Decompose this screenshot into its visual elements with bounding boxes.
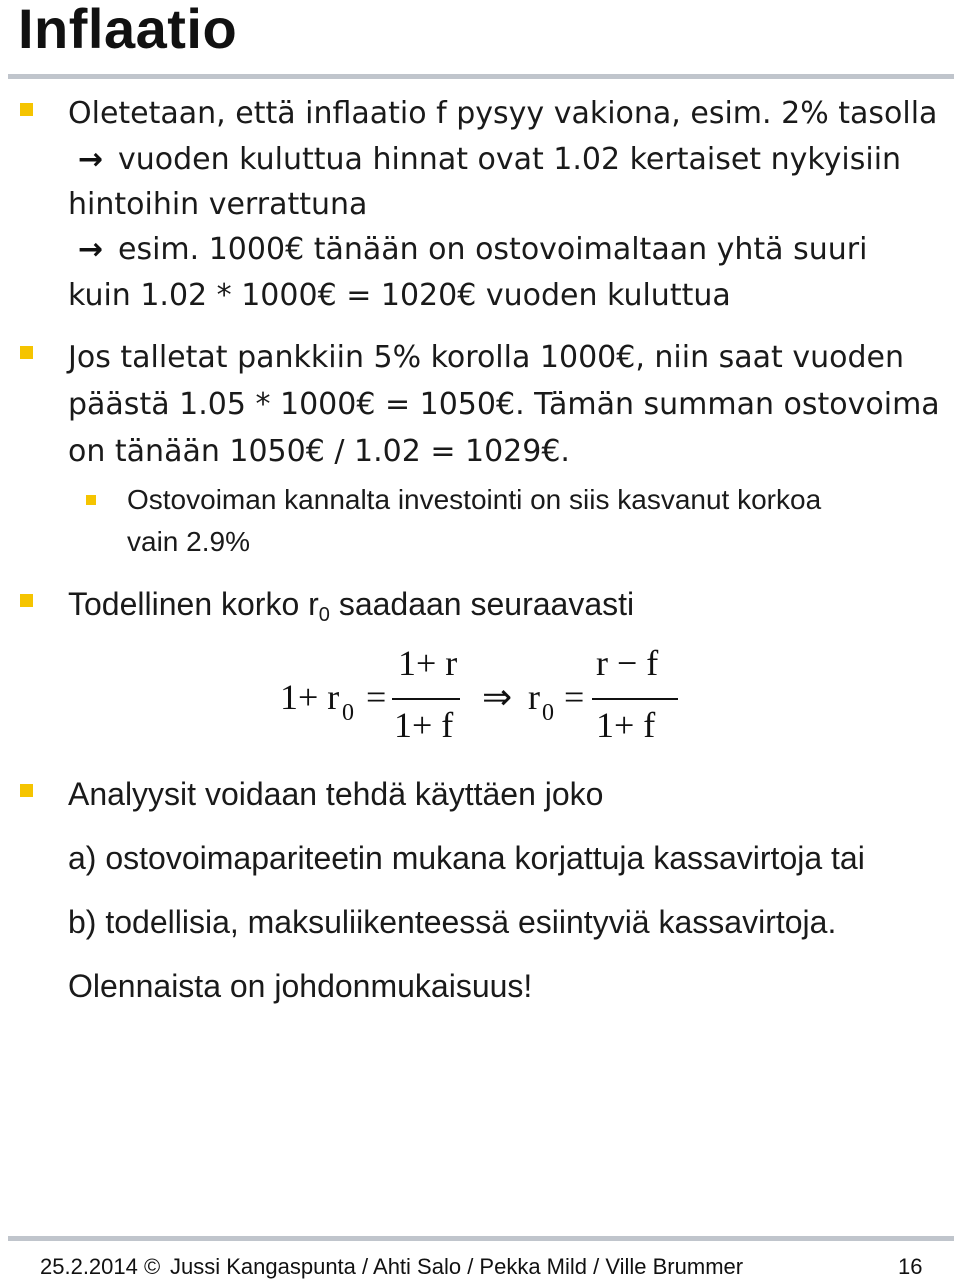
bullet-4-line-4: Olennaista on johdonmukaisuus! [68,968,533,1004]
page-number: 16 [898,1254,923,1279]
bullet-marker [20,103,33,116]
formula-equals-1: = [366,677,387,717]
formula-r: r [528,677,540,717]
bullet-marker [20,594,33,607]
arrow-icon: → [78,142,104,177]
bullet-1-line-3: hintoihin verrattuna [68,187,368,222]
formula-lhs: 1+ r [280,677,340,717]
fraction-bar-2 [592,698,678,700]
bullet-3-text: Todellinen korko r [68,586,319,622]
bullet-1-line-4-text: esim. 1000€ tänään on ostovoimaltaan yhtä suuri [118,232,868,267]
bullet-2-line-3: on tänään 1050€ / 1.02 = 1029€. [68,434,570,469]
bullet-1-line-1: Oletetaan, että inflaatio f pysyy vakiona, esim. 2% tasolla [68,96,938,131]
formula-equals-2: = [564,677,585,717]
bullet-3-text-end: saadaan seuraavasti [329,586,635,622]
formula-numerator-1: 1+ r [398,643,458,683]
fraction-bar-1 [392,698,460,700]
real-interest-formula [280,643,700,758]
bullet-4-line-2: a) ostovoimapariteetin mukana korjattuja kassavirtoja tai [68,840,865,876]
sub-bullet-line-1: Ostovoiman kannalta investointi on siis kasvanut korkoa [127,484,822,515]
copyright-icon: © [144,1254,161,1279]
implies-icon: ⇒ [482,677,513,717]
footer-date: 25.2.2014 [40,1254,138,1279]
bullet-1-line-2-text: vuoden kuluttua hinnat ovat 1.02 kertaiset nykyisiin [118,142,902,177]
bullet-1-line-5: kuin 1.02 * 1000€ = 1020€ vuoden kuluttua [68,278,731,313]
footer-divider [8,1236,954,1241]
slide-title: Inflaatio [18,0,238,60]
formula-numerator-2: r − f [596,643,659,683]
bullet-4-line-3: b) todellisia, maksuliikenteessä esiintyviä kassavirtoja. [68,904,837,940]
sub-bullet-marker [86,495,96,505]
bullet-1-line-4 [78,232,867,267]
formula-denominator-2: 1+ f [596,705,656,745]
arrow-icon: → [78,232,104,267]
bullet-1-line-2 [78,142,901,177]
footer-authors: Jussi Kangaspunta / Ahti Salo / Pekka Mild / Ville Brummer [170,1254,744,1279]
bullet-3-line [68,586,634,627]
sub-bullet-line-2: vain 2.9% [127,526,250,557]
bullet-marker [20,346,33,359]
title-divider [8,74,954,79]
bullet-2-line-1: Jos talletat pankkiin 5% korolla 1000€, niin saat vuoden [68,340,904,375]
r0-subscript: 0 [318,604,330,626]
bullet-4-line-1: Analyysit voidaan tehdä käyttäen joko [68,776,604,812]
formula-denominator-1: 1+ f [394,705,454,745]
formula-lhs-subscript: 0 [342,700,354,726]
bullet-marker [20,784,33,797]
formula-r-subscript: 0 [542,700,554,726]
bullet-2-line-2: päästä 1.05 * 1000€ = 1050€. Tämän summan ostovoima [68,387,940,422]
